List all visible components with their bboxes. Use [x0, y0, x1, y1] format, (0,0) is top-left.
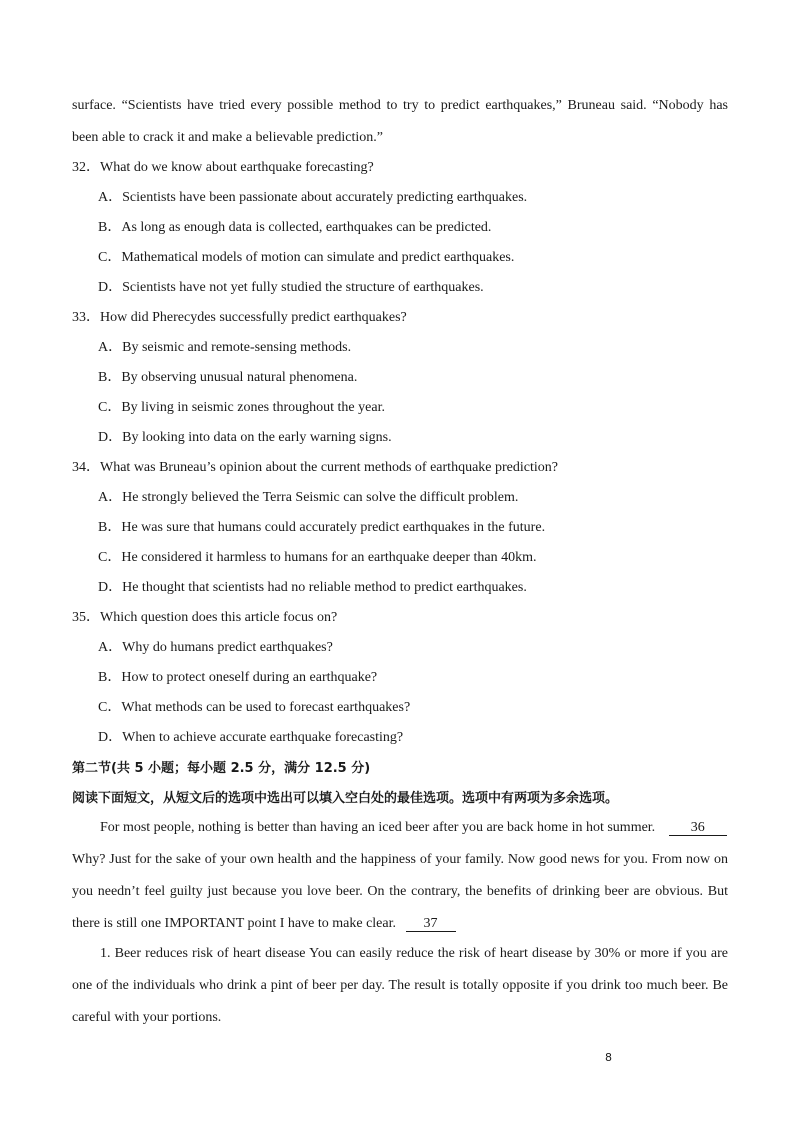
answer-option: D．Scientists have not yet fully studied the structure of earthquakes.	[98, 280, 484, 295]
passage-line: surface. “Scientists have tried every possible method to try to predict earthquakes,” Bruneau said. “Nobody has	[72, 98, 728, 113]
question-stem: 35．Which question does this article focus on?	[72, 610, 338, 625]
answer-option: A．Why do humans predict earthquakes?	[98, 640, 333, 655]
question-stem: 33．How did Pherecydes successfully predict earthquakes?	[72, 310, 407, 325]
passage-line: 1. Beer reduces risk of heart disease You can easily reduce the risk of heart disease by 30% or more if you are	[100, 946, 728, 961]
answer-option: C．Mathematical models of motion can simulate and predict earthquakes.	[98, 250, 515, 265]
answer-option: C．He considered it harmless to humans for an earthquake deeper than 40km.	[98, 550, 537, 565]
answer-option: D．He thought that scientists had no reliable method to predict earthquakes.	[98, 580, 527, 595]
answer-option: A．He strongly believed the Terra Seismic can solve the difficult problem.	[98, 490, 519, 505]
answer-option: A．Scientists have been passionate about accurately predicting earthquakes.	[98, 190, 528, 205]
answer-option: D．When to achieve accurate earthquake forecasting?	[98, 730, 404, 745]
section-instruction: 阅读下面短文，从短文后的选项中选出可以填入空白处的最佳选项。选项中有两项为多余选项。	[72, 791, 619, 806]
answer-blank: 36	[669, 820, 727, 836]
passage-line: been able to crack it and make a believable prediction.”	[72, 130, 383, 145]
passage-line	[100, 819, 728, 837]
answer-option: B．He was sure that humans could accurately predict earthquakes in the future.	[98, 520, 546, 535]
question-stem: 32．What do we know about earthquake forecasting?	[72, 160, 374, 175]
passage-text: For most people, nothing is better than having an iced beer after you are back home in hot summer.	[100, 820, 656, 835]
answer-option: B．By observing unusual natural phenomena.	[98, 370, 358, 385]
passage-line: Why? Just for the sake of your own health and the happiness of your family. Now good news for you. From now on	[72, 852, 728, 867]
section-heading: 第二节(共 5 小题；每小题 2.5 分，满分 12.5 分)	[72, 761, 371, 776]
answer-option: B．How to protect oneself during an earthquake?	[98, 670, 378, 685]
passage-text: there is still one IMPORTANT point I have to make clear.	[72, 916, 396, 931]
answer-option: A．By seismic and remote-sensing methods.	[98, 340, 352, 355]
passage-line: you needn’t feel guilty just because you love beer. On the contrary, the benefits of drinking beer are obvious. But	[72, 884, 728, 899]
answer-option: D．By looking into data on the early warning signs.	[98, 430, 392, 445]
question-stem: 34．What was Bruneau’s opinion about the current methods of earthquake prediction?	[72, 460, 558, 475]
answer-blank: 37	[406, 916, 456, 932]
passage-line: one of the individuals who drink a pint of beer per day. The result is totally opposite if you drink too much beer. Be	[72, 978, 728, 993]
passage-line	[72, 915, 728, 933]
passage-line: careful with your portions.	[72, 1010, 222, 1025]
answer-option: C．What methods can be used to forecast earthquakes?	[98, 700, 411, 715]
answer-option: C．By living in seismic zones throughout the year.	[98, 400, 385, 415]
page-number: 8	[605, 1051, 612, 1064]
answer-option: B．As long as enough data is collected, earthquakes can be predicted.	[98, 220, 492, 235]
